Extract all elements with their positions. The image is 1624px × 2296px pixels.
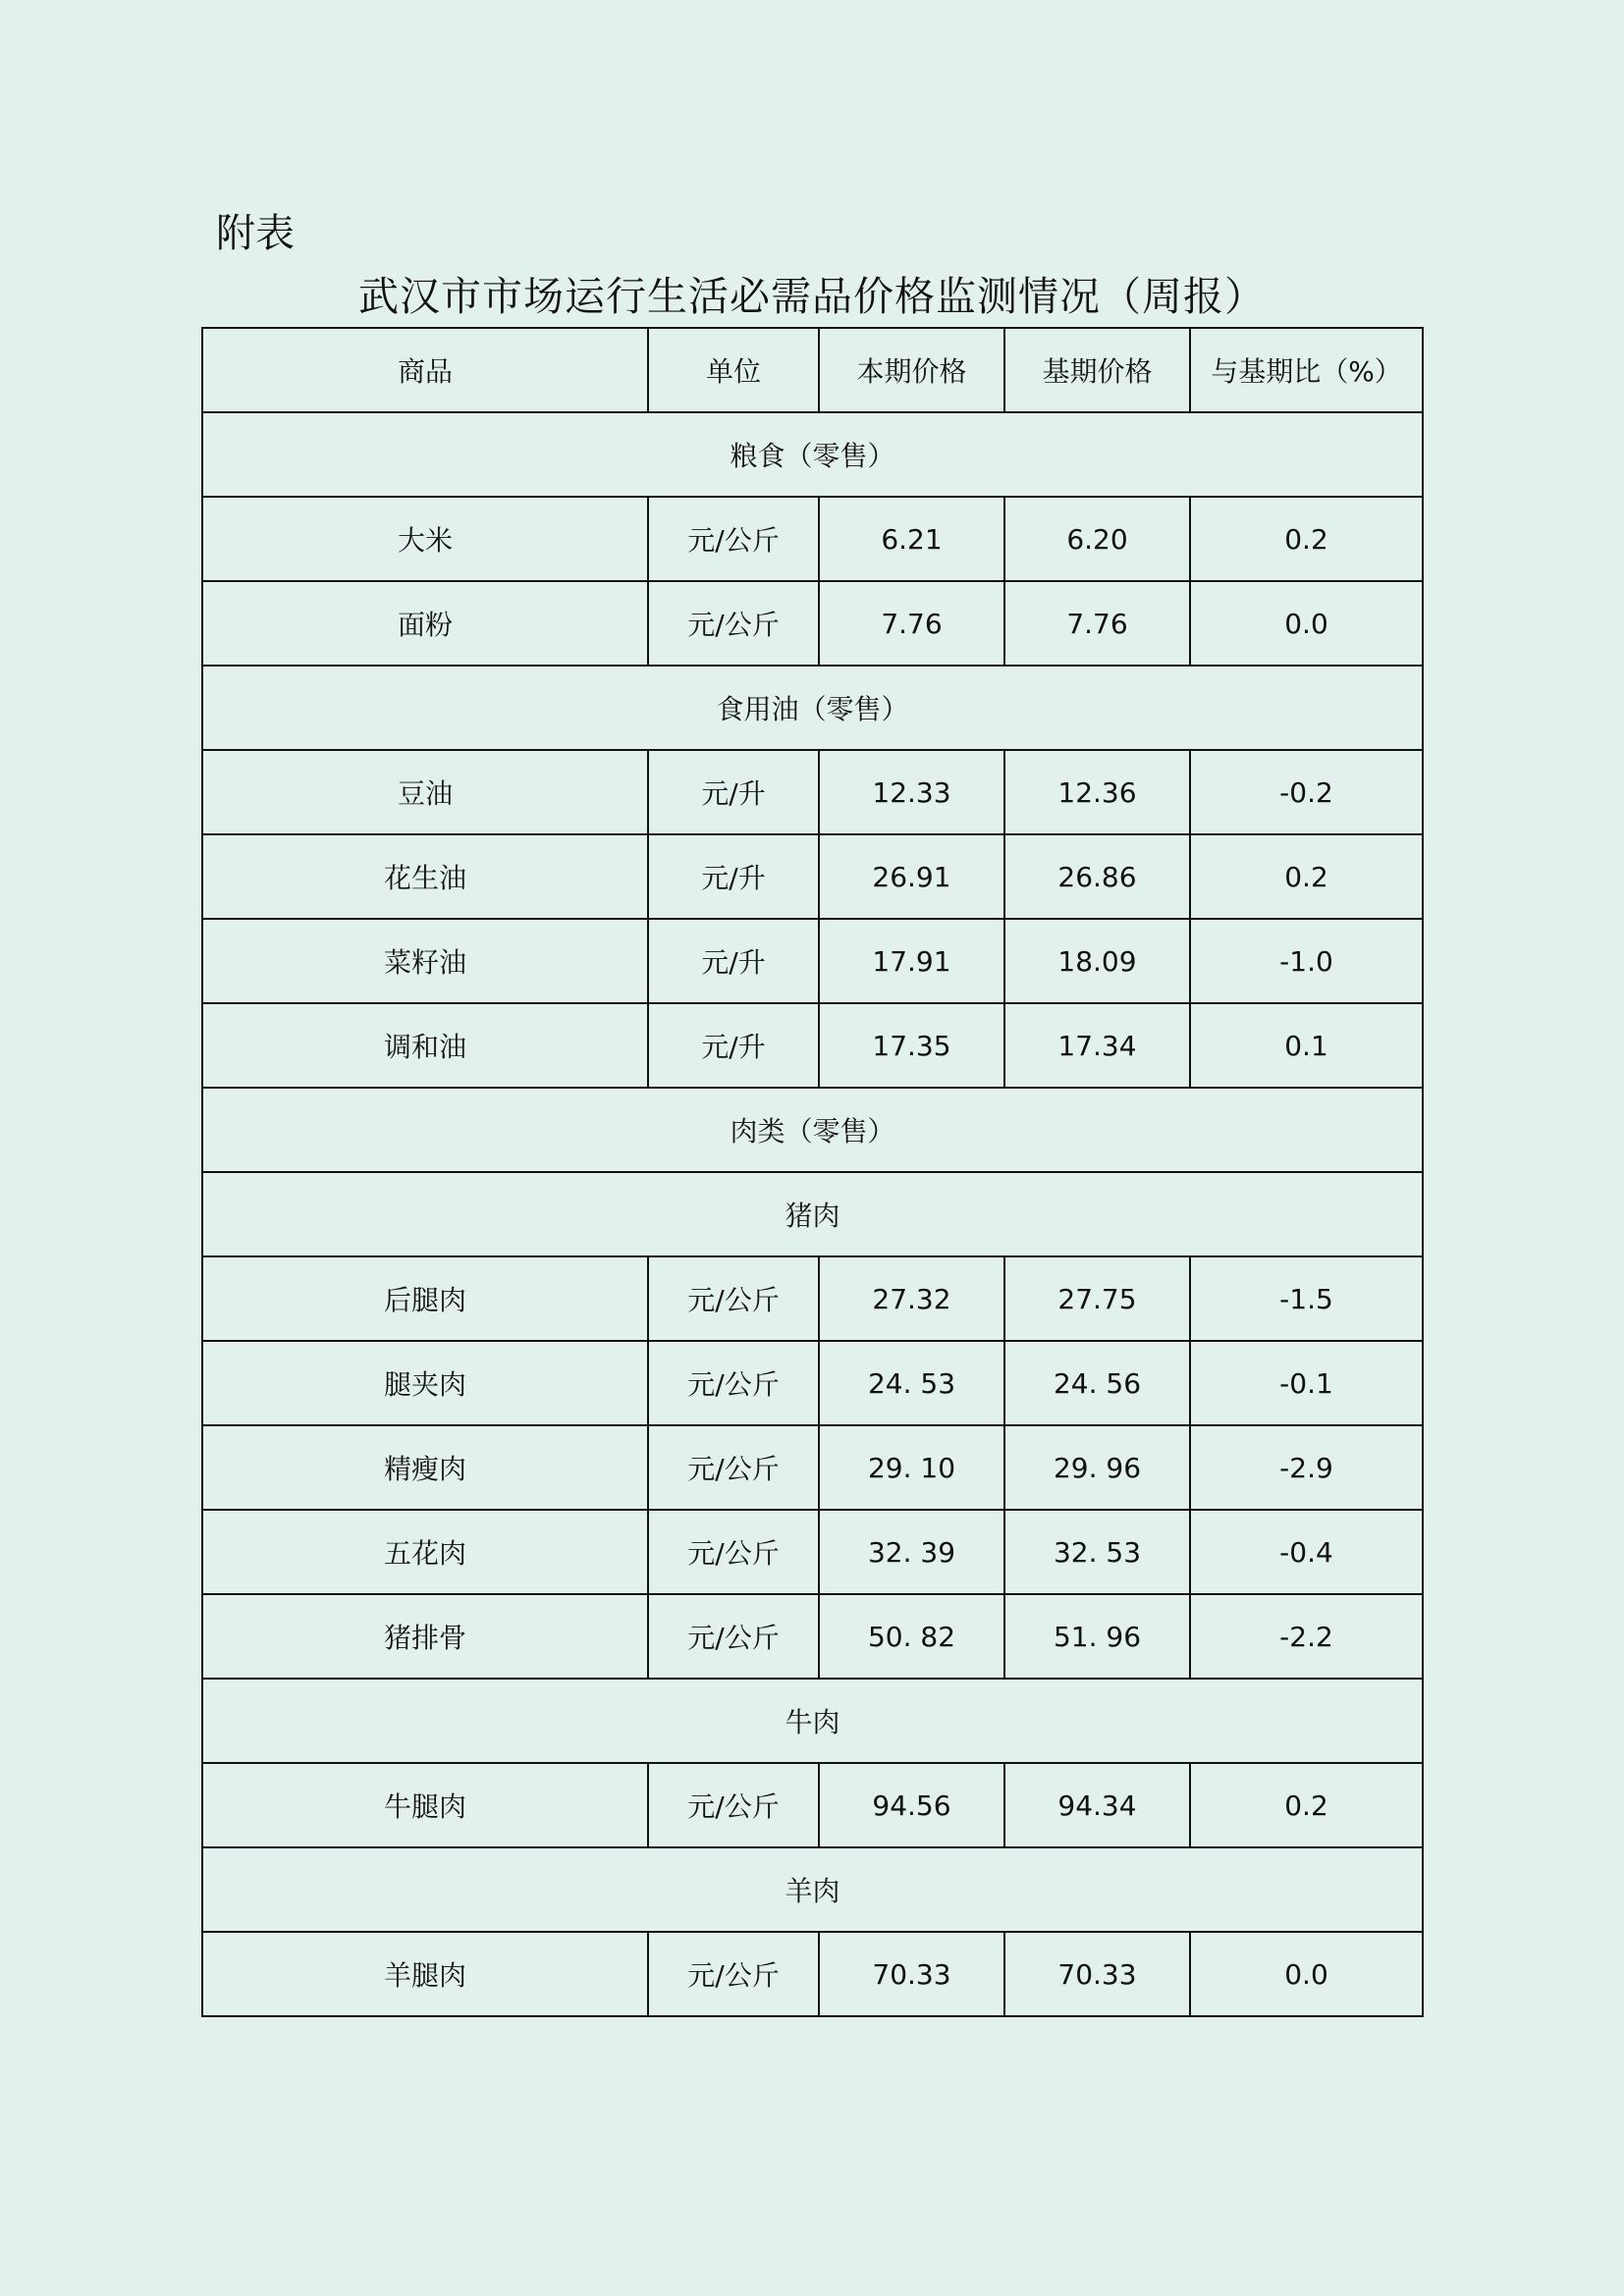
section-row (202, 666, 1423, 750)
current-price: 94.56 (819, 1763, 1004, 1847)
commodity-name: 调和油 (202, 1003, 648, 1088)
base-price: 18.09 (1004, 919, 1190, 1003)
table-row (202, 1763, 1423, 1847)
unit-cell: 元/公斤 (648, 497, 819, 581)
document-title: 武汉市市场运行生活必需品价格监测情况（周报） (358, 273, 1266, 320)
table-row (202, 834, 1423, 919)
section-label: 粮食（零售） (202, 412, 1423, 497)
change-percent: 0.2 (1190, 497, 1423, 581)
change-percent: 0.0 (1190, 581, 1423, 666)
section-label: 牛肉 (202, 1679, 1423, 1763)
unit-cell: 元/升 (648, 834, 819, 919)
base-price: 7.76 (1004, 581, 1190, 666)
current-price: 17.91 (819, 919, 1004, 1003)
change-percent: -1.0 (1190, 919, 1423, 1003)
unit-cell: 元/公斤 (648, 1763, 819, 1847)
header-unit: 单位 (648, 328, 819, 412)
commodity-name: 花生油 (202, 834, 648, 919)
current-price: 26.91 (819, 834, 1004, 919)
header-base-price: 基期价格 (1004, 328, 1190, 412)
commodity-name: 腿夹肉 (202, 1341, 648, 1425)
table-row (202, 1510, 1423, 1594)
unit-cell: 元/公斤 (648, 1932, 819, 2016)
base-price: 12.36 (1004, 750, 1190, 834)
current-price: 70.33 (819, 1932, 1004, 2016)
current-price: 7.76 (819, 581, 1004, 666)
base-price: 32. 53 (1004, 1510, 1190, 1594)
header-commodity: 商品 (202, 328, 648, 412)
change-percent: -1.5 (1190, 1256, 1423, 1341)
change-percent: -0.2 (1190, 750, 1423, 834)
unit-cell: 元/公斤 (648, 1510, 819, 1594)
table-row (202, 1341, 1423, 1425)
commodity-name: 精瘦肉 (202, 1425, 648, 1510)
table-row (202, 1425, 1423, 1510)
section-label: 食用油（零售） (202, 666, 1423, 750)
unit-cell: 元/升 (648, 919, 819, 1003)
table-row (202, 1003, 1423, 1088)
current-price: 27.32 (819, 1256, 1004, 1341)
unit-cell: 元/公斤 (648, 1256, 819, 1341)
base-price: 29. 96 (1004, 1425, 1190, 1510)
current-price: 12.33 (819, 750, 1004, 834)
commodity-name: 后腿肉 (202, 1256, 648, 1341)
change-percent: -2.2 (1190, 1594, 1423, 1679)
change-percent: -0.4 (1190, 1510, 1423, 1594)
base-price: 51. 96 (1004, 1594, 1190, 1679)
table-row (202, 581, 1423, 666)
table-row (202, 1594, 1423, 1679)
table-row (202, 750, 1423, 834)
commodity-name: 牛腿肉 (202, 1763, 648, 1847)
commodity-name: 菜籽油 (202, 919, 648, 1003)
current-price: 29. 10 (819, 1425, 1004, 1510)
table-row (202, 497, 1423, 581)
base-price: 70.33 (1004, 1932, 1190, 2016)
change-percent: 0.1 (1190, 1003, 1423, 1088)
table-header-row (202, 328, 1423, 412)
section-row (202, 1172, 1423, 1256)
change-percent: -2.9 (1190, 1425, 1423, 1510)
commodity-name: 面粉 (202, 581, 648, 666)
price-monitoring-table (201, 327, 1424, 2017)
base-price: 24. 56 (1004, 1341, 1190, 1425)
base-price: 17.34 (1004, 1003, 1190, 1088)
base-price: 27.75 (1004, 1256, 1190, 1341)
current-price: 32. 39 (819, 1510, 1004, 1594)
table-row (202, 1932, 1423, 2016)
current-price: 50. 82 (819, 1594, 1004, 1679)
change-percent: 0.2 (1190, 1763, 1423, 1847)
section-label: 猪肉 (202, 1172, 1423, 1256)
unit-cell: 元/公斤 (648, 581, 819, 666)
change-percent: 0.0 (1190, 1932, 1423, 2016)
section-row (202, 1679, 1423, 1763)
unit-cell: 元/公斤 (648, 1425, 819, 1510)
change-percent: 0.2 (1190, 834, 1423, 919)
current-price: 6.21 (819, 497, 1004, 581)
unit-cell: 元/升 (648, 1003, 819, 1088)
section-row (202, 1088, 1423, 1172)
section-row (202, 1847, 1423, 1932)
appendix-label: 附表 (216, 211, 295, 256)
unit-cell: 元/公斤 (648, 1594, 819, 1679)
base-price: 94.34 (1004, 1763, 1190, 1847)
base-price: 26.86 (1004, 834, 1190, 919)
header-change-percent: 与基期比（%） (1190, 328, 1423, 412)
change-percent: -0.1 (1190, 1341, 1423, 1425)
commodity-name: 大米 (202, 497, 648, 581)
commodity-name: 猪排骨 (202, 1594, 648, 1679)
section-row (202, 412, 1423, 497)
current-price: 17.35 (819, 1003, 1004, 1088)
unit-cell: 元/升 (648, 750, 819, 834)
section-label: 羊肉 (202, 1847, 1423, 1932)
table-row (202, 1256, 1423, 1341)
base-price: 6.20 (1004, 497, 1190, 581)
table-body (202, 328, 1423, 2016)
commodity-name: 五花肉 (202, 1510, 648, 1594)
unit-cell: 元/公斤 (648, 1341, 819, 1425)
table-row (202, 919, 1423, 1003)
commodity-name: 豆油 (202, 750, 648, 834)
section-label: 肉类（零售） (202, 1088, 1423, 1172)
current-price: 24. 53 (819, 1341, 1004, 1425)
commodity-name: 羊腿肉 (202, 1932, 648, 2016)
header-current-price: 本期价格 (819, 328, 1004, 412)
